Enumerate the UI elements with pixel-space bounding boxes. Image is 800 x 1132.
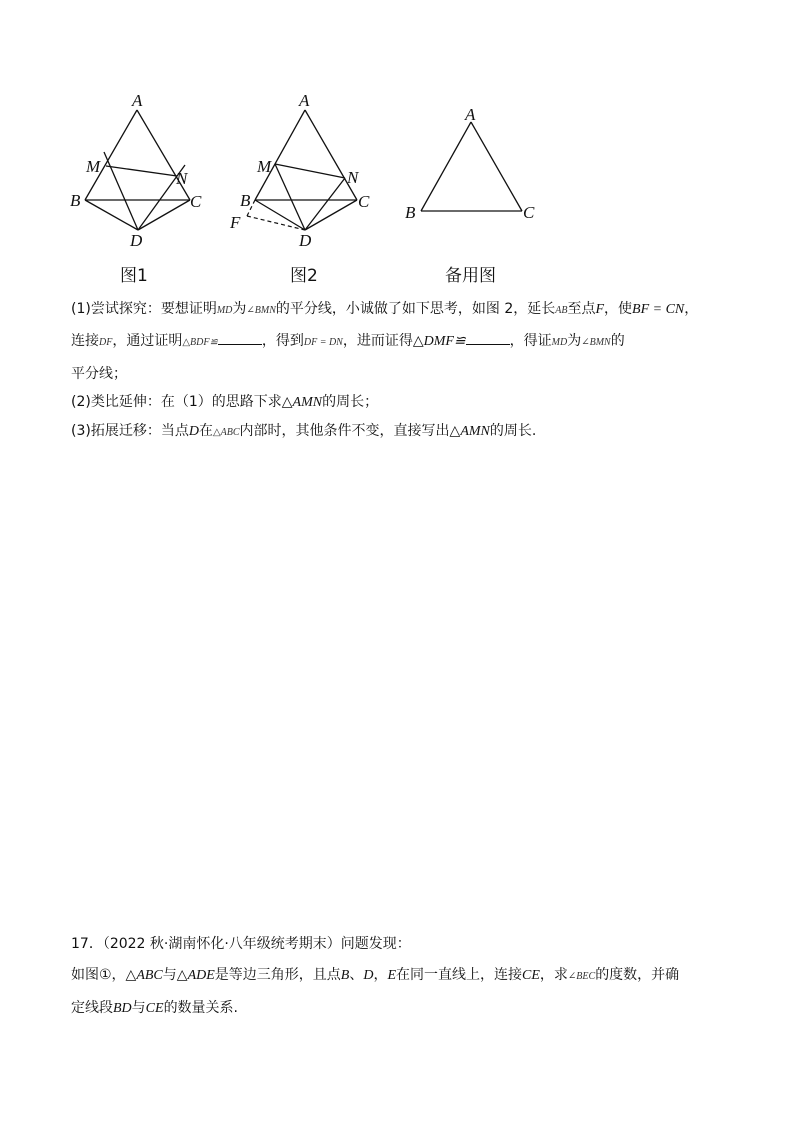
fig2-label-c: C xyxy=(358,192,370,211)
fig2-label-m: M xyxy=(257,157,272,176)
q3-line: (3)拓展迁移：当点D在△ABC内部时，其他条件不变，直接写出△AMN的周长. xyxy=(71,423,537,439)
fig2-label-a: A xyxy=(299,91,310,110)
figure-3-spare xyxy=(395,100,555,230)
q2-line: (2)类比延伸：在（1）的思路下求△AMN的周长； xyxy=(71,394,379,410)
fig3-caption: 备用图 xyxy=(445,266,496,286)
q1-line-3: 平分线； xyxy=(71,366,127,382)
fig2-caption: 图2 xyxy=(290,266,318,286)
fig1-label-a: A xyxy=(132,91,143,110)
figure-1 xyxy=(60,90,220,255)
answer-blank-1[interactable] xyxy=(218,332,262,345)
fig1-label-m: M xyxy=(86,157,101,176)
fig2-label-n: N xyxy=(347,168,359,187)
fig3-label-a: A xyxy=(465,105,476,124)
figure-2 xyxy=(225,90,385,255)
q17-line-3: 定线段BD与CE的数量关系. xyxy=(71,1000,239,1016)
answer-blank-2[interactable] xyxy=(466,332,510,345)
fig3-label-b: B xyxy=(405,203,416,222)
fig2-label-f: F xyxy=(230,213,241,232)
q1-line-1: (1)尝试探究：要想证明MD为∠BMN的平分线，小诚做了如下思考，如图 2，延长AB至点F，使BF = CN， xyxy=(71,301,699,317)
fig1-label-b: B xyxy=(70,191,81,210)
fig1-label-c: C xyxy=(190,192,202,211)
q17-line-2: 如图①，△ABC与△ADE是等边三角形，且点B、D，E在同一直线上，连接CE，求∠BEC的度数，并确 xyxy=(71,967,680,983)
fig1-caption: 图1 xyxy=(120,266,148,286)
q17-line-1: 17．（2022 秋·湖南怀化·八年级统考期末）问题发现： xyxy=(71,936,411,952)
fig3-label-c: C xyxy=(523,203,535,222)
fig2-label-b: B xyxy=(240,191,251,210)
q1-line-2: 连接DF，通过证明△BDF≌ ，得到DF = DN，进而证得△DMF≌ ，得证MD为∠BMN的 xyxy=(71,333,625,349)
fig1-label-n: N xyxy=(176,169,188,188)
fig1-label-d: D xyxy=(130,231,143,250)
fig2-label-d: D xyxy=(299,231,312,250)
